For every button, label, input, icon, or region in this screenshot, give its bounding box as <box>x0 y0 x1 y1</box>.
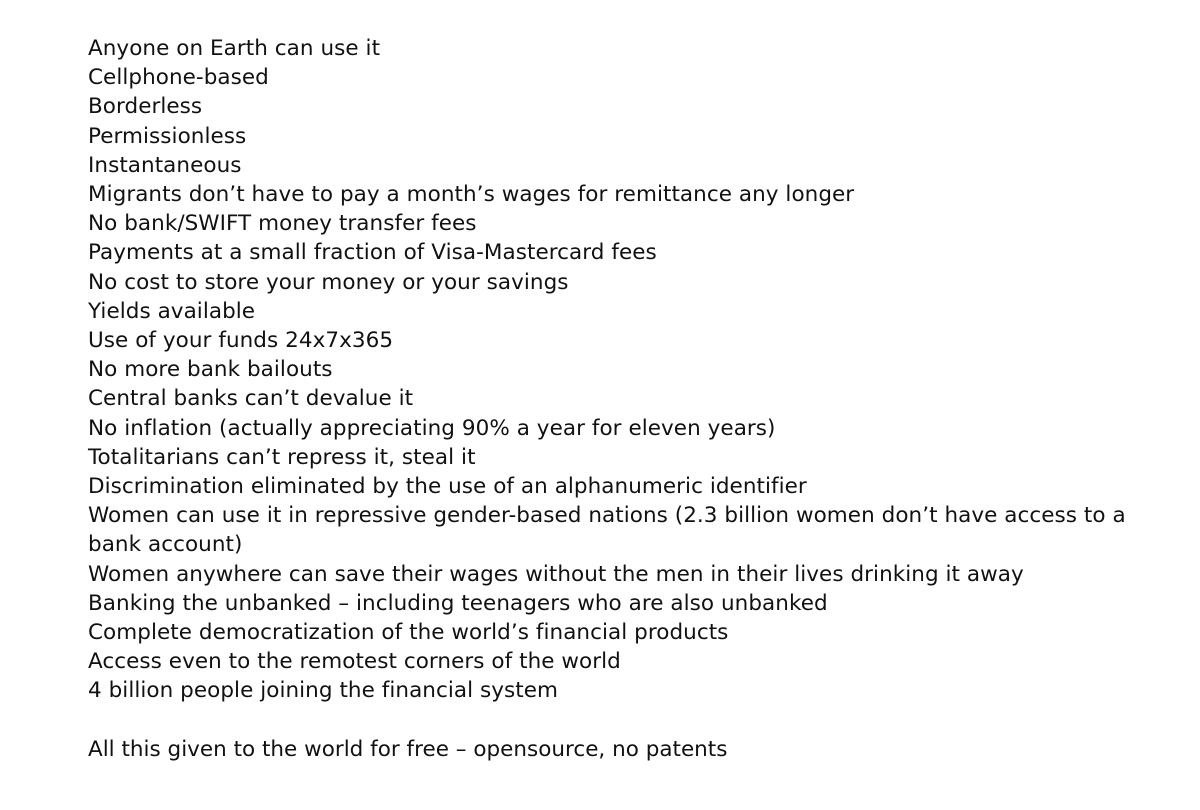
list-item: Payments at a small fraction of Visa-Mastercard fees <box>88 240 657 266</box>
closing-statement: All this given to the world for free – opensource, no patents <box>88 736 728 762</box>
list-item: Instantaneous <box>88 152 242 178</box>
list-item: Anyone on Earth can use it <box>88 36 381 61</box>
list-item: Complete democratization of the world’s financial products <box>88 620 729 646</box>
list-item: Yields available <box>88 298 256 324</box>
list-item: Permissionless <box>88 123 247 149</box>
list-item: Totalitarians can’t repress it, steal it <box>88 444 476 470</box>
list-item: 4 billion people joining the financial system <box>88 678 559 704</box>
list-item: Banking the unbanked – including teenagers who are also unbanked <box>88 590 828 616</box>
benefits-list <box>88 34 1160 706</box>
list-item: Women can use it in repressive gender-based nations (2.3 billion women don’t have access to a bank account) <box>88 503 1126 558</box>
list-item: Migrants don’t have to pay a month’s wages for remittance any longer <box>88 182 855 208</box>
list-item: No inflation (actually appreciating 90% a year for eleven years) <box>88 415 776 441</box>
list-item: Use of your funds 24x7x365 <box>88 328 394 354</box>
list-item: Women anywhere can save their wages without the men in their lives drinking it away <box>88 561 1024 587</box>
list-item: No cost to store your money or your savings <box>88 269 569 295</box>
list-item: Borderless <box>88 94 203 120</box>
list-item: Discrimination eliminated by the use of an alphanumeric identifier <box>88 474 807 500</box>
list-item: Central banks can’t devalue it <box>88 386 414 412</box>
list-item: No bank/SWIFT money transfer fees <box>88 211 477 237</box>
list-item: No more bank bailouts <box>88 357 333 383</box>
list-item: Access even to the remotest corners of the world <box>88 649 621 675</box>
list-item: Cellphone-based <box>88 65 269 91</box>
